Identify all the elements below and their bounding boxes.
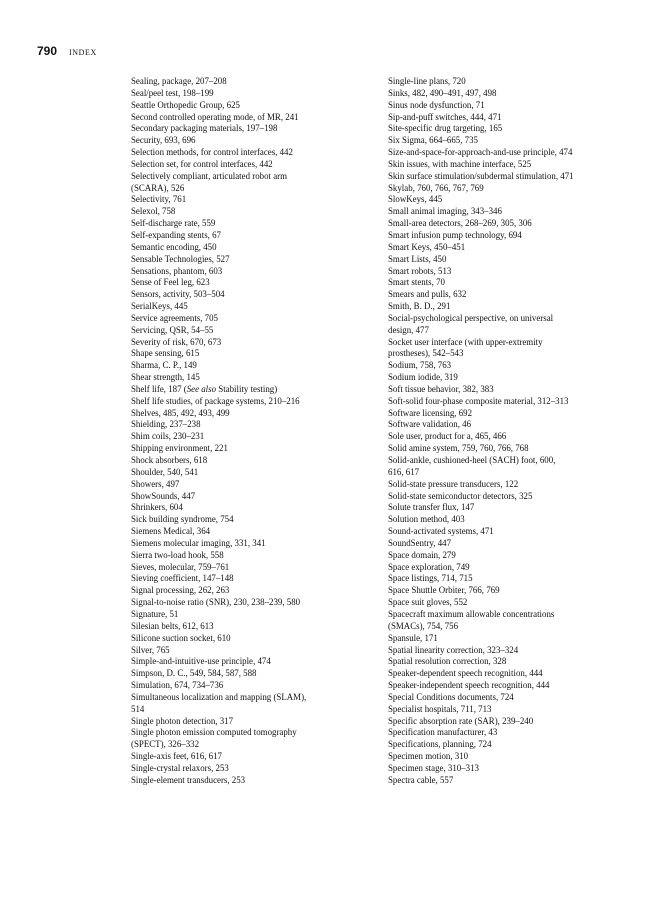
index-entry-text: Selectively compliant, articulated robot arm [131,170,287,181]
index-entry [131,348,379,360]
index-entry-text: Siemens molecular imaging, 331, 341 [131,537,266,548]
index-entry-text: Smart Lists, 450 [388,253,447,264]
index-entry [131,88,379,100]
index-entry [131,668,379,680]
index-entry-text: Single-axis feet, 616, 617 [131,751,222,762]
index-entry [131,360,379,372]
index-entry [388,183,640,195]
index-entry-text: Shelf life studies, of package systems, 210–216 [131,395,300,406]
index-entry [131,396,379,408]
index-entry [388,360,640,372]
index-entry-text: Spatial linearity correction, 323–324 [388,644,519,655]
index-entry [131,266,379,278]
index-entry-text: Showers, 497 [131,478,180,489]
index-entry [131,123,379,135]
running-head: INDEX [69,48,97,57]
index-entry [388,609,640,633]
page-header [37,44,97,58]
index-entry-text: Solid amine system, 759, 760, 766, 768 [388,443,529,454]
index-entry-text: Sensations, phantom, 603 [131,265,223,276]
index-entry [131,716,379,728]
index-entry [388,704,640,716]
index-entry-text: Size-and-space-for-approach-and-use principle, 474 [388,147,573,158]
index-entry [388,277,640,289]
index-entry-text: Selection methods, for control interfaces, 442 [131,147,293,158]
index-entry-text: Six Sigma, 664–665, 735 [388,135,478,146]
index-entry-text: Specific absorption rate (SAR), 239–240 [388,715,534,726]
index-entry [388,431,640,443]
index-entry-text: Smart Keys, 450–451 [388,241,466,252]
index-entry [131,147,379,159]
index-entry-text: Space Shuttle Orbiter, 766, 769 [388,585,500,596]
index-entry-text: Secondary packaging materials, 197–198 [131,123,278,134]
index-entry-cross-reference: Stability testing) [216,383,278,394]
index-entry [388,680,640,692]
index-entry [388,775,640,787]
index-entry-text: Space domain, 279 [388,549,456,560]
index-entry-text: Sense of Feel leg, 623 [131,277,210,288]
index-entry [388,526,640,538]
index-entry [388,206,640,218]
index-entry-text: Speaker-independent speech recognition, 444 [388,680,550,691]
index-entry [388,656,640,668]
index-entry [388,254,640,266]
index-entry [131,597,379,609]
index-entry [388,502,640,514]
index-entry-text: Specification manufacturer, 43 [388,727,498,738]
index-entry [131,76,379,88]
index-entry [131,325,379,337]
index-entry [131,538,379,550]
index-entry [388,408,640,420]
index-entry-text: Sodium iodide, 319 [388,372,458,383]
index-entry [388,88,640,100]
index-entry-text: Selection set, for control interfaces, 442 [131,158,273,169]
page-number: 790 [37,44,58,58]
index-entry-text: ShowSounds, 447 [131,490,196,501]
index-entry [131,206,379,218]
index-entry-continuation: (SCARA), 526 [131,182,185,193]
index-entry-continuation: 616, 617 [388,466,420,477]
index-entry-text: Siemens Medical, 364 [131,526,211,537]
index-entry-text: Sole user, product for a, 465, 466 [388,431,507,442]
index-entry [388,337,640,361]
index-entry-text: Signature, 51 [131,608,179,619]
index-entry [388,159,640,171]
index-entry [131,218,379,230]
index-entry [131,242,379,254]
index-entry-text: Smith, B. D., 291 [388,301,451,312]
index-entry [388,491,640,503]
index-entry-text: Sensable Technologies, 527 [131,253,230,264]
index-entry-text: Sinks, 482, 490–491, 497, 498 [388,87,497,98]
index-entry-text: Shear strength, 145 [131,372,200,383]
index-entry-text: Sound-activated systems, 471 [388,526,494,537]
index-entry [131,467,379,479]
index-entry-text: Simple-and-intuitive-use principle, 474 [131,656,271,667]
index-entry-text: Small-area detectors, 268–269, 305, 306 [388,218,532,229]
index-entry [388,123,640,135]
index-entry [388,112,640,124]
index-entry [388,727,640,739]
index-entry-text: Spatial resolution correction, 328 [388,656,507,667]
index-entry-text: Shrinkers, 604 [131,502,183,513]
index-entry [131,609,379,621]
index-entry [131,254,379,266]
index-entry-text: Social-psychological perspective, on universal [388,312,554,323]
index-entry [131,301,379,313]
index-entry [388,550,640,562]
index-entry-text: SoundSentry, 447 [388,537,452,548]
index-entry [131,751,379,763]
index-entry-text: Service agreements, 705 [131,312,218,323]
index-entry-text: Simultaneous localization and mapping (SLAM), [131,691,307,702]
index-entry [131,171,379,195]
index-entry [388,597,640,609]
index-entry [131,656,379,668]
index-entry-continuation: (SPECT), 326–332 [131,739,200,750]
index-entry-text: Solid-state semiconductor detectors, 325 [388,490,533,501]
index-column-right [388,76,640,787]
index-entry [131,194,379,206]
index-entry [388,266,640,278]
index-entry-text: Space suit gloves, 552 [388,597,468,608]
index-entry [131,372,379,384]
index-entry [131,645,379,657]
index-entry-see-also: See also [186,383,217,394]
index-entry [388,372,640,384]
index-entry-text: Shock absorbers, 618 [131,455,208,465]
index-entry-text: Skylab, 760, 766, 767, 769 [388,182,484,193]
index-entry [388,455,640,479]
index-entry-text: Solution method, 403 [388,514,465,525]
index-entry [388,194,640,206]
index-entry-text: Sieves, molecular, 759–761 [131,561,230,572]
index-entry [131,621,379,633]
index-entry-text: Selexol, 758 [131,206,176,217]
index-entry-text: Sieving coefficient, 147–148 [131,573,234,584]
index-entry-text: Space exploration, 749 [388,561,470,572]
index-entry [131,727,379,751]
index-entry-text: Sodium, 758, 763 [388,360,452,371]
index-entry-text: Sensors, activity, 503–504 [131,289,225,300]
index-entry [131,289,379,301]
index-entry-text: Specialist hospitals, 711, 713 [388,703,492,714]
index-entry-text: Self-discharge rate, 559 [131,218,216,229]
index-entry-text: Signal-to-noise ratio (SNR), 230, 238–239, 580 [131,597,301,608]
index-entry [388,135,640,147]
index-entry [131,230,379,242]
index-entry [131,135,379,147]
index-entry-text: Seattle Orthopedic Group, 625 [131,99,240,110]
index-entry [131,112,379,124]
index-column-left [131,76,379,787]
index-entry-text: Solid-state pressure transducers, 122 [388,478,519,489]
index-entry-text: Single photon detection, 317 [131,715,234,726]
index-entry [131,337,379,349]
index-entry [388,479,640,491]
index-entry-text: Soft-solid four-phase composite material, 312–313 [388,395,569,406]
index-entry-continuation: 514 [131,703,145,714]
index-entry [131,313,379,325]
index-entry [388,218,640,230]
index-entry-text: Shoulder, 540, 541 [131,466,199,477]
index-entry-text: Smart stents, 70 [388,277,445,288]
index-entry [131,491,379,503]
index-entry [131,562,379,574]
index-entry-text: Sip-and-puff switches, 444, 471 [388,111,502,122]
index-entry [388,419,640,431]
index-entry-text: Single-element transducers, 253 [131,774,246,785]
index-entry-text: Seal/peel test, 198–199 [131,87,214,98]
index-entry-text: Shape sensing, 615 [131,348,200,359]
index-entry [388,171,640,183]
index-entry-text: Socket user interface (with upper-extremity [388,336,543,347]
index-entry-text: Shelf life, 187 ( [131,383,187,394]
index-entry [131,100,379,112]
index-entry-text: Solute transfer flux, 147 [388,502,475,513]
index-entry [388,585,640,597]
index-entry [388,573,640,585]
index-entry-text: Software licensing, 692 [388,407,473,418]
index-entry-text: Solid-ankle, cushioned-heel (SACH) foot, 600, [388,455,556,465]
index-entry [388,301,640,313]
index-entry-text: Sharma, C. P., 149 [131,360,197,371]
index-entry [388,384,640,396]
index-entry [388,230,640,242]
index-entry-text: Single-line plans, 720 [388,76,466,86]
index-entry-text: Software validation, 46 [388,419,472,430]
index-entry [388,100,640,112]
index-entry [131,514,379,526]
index-entry [131,692,379,716]
index-entry [131,455,379,467]
index-entry-text: Single photon emission computed tomography [131,727,297,738]
index-entry-text: Spansule, 171 [388,632,438,643]
index-entry-text: Shipping environment, 221 [131,443,228,454]
index-entry [131,502,379,514]
index-entry-text: Sealing, package, 207–208 [131,76,227,86]
index-entry-text: Sierra two-load hook, 558 [131,549,224,560]
index-entry [388,692,640,704]
index-entry-text: Servicing, QSR, 54–55 [131,324,214,335]
index-entry-text: Selectivity, 761 [131,194,187,205]
index-entry [131,763,379,775]
index-entry [388,396,640,408]
index-entry-text: Special Conditions documents, 724 [388,691,514,702]
index-entry-text: Shelves, 485, 492, 493, 499 [131,407,230,418]
index-entry [131,775,379,787]
index-entry-text: Soft tissue behavior, 382, 383 [388,383,494,394]
index-entry [388,147,640,159]
index-entry [388,763,640,775]
index-entry-text: Smart robots, 513 [388,265,452,276]
index-entry [131,526,379,538]
index-entry [388,751,640,763]
index-entry [388,633,640,645]
index-entry [388,289,640,301]
index-entry-text: Signal processing, 262, 263 [131,585,230,596]
index-entry-text: Simpson, D. C., 549, 584, 587, 588 [131,668,257,679]
index-entry-continuation: prostheses), 542–543 [388,348,464,359]
index-entry-text: Semantic encoding, 450 [131,241,217,252]
index-entry [388,76,640,88]
index-entry [131,419,379,431]
index-entry-text: Smears and pulls, 632 [388,289,467,300]
index-entry [131,159,379,171]
index-entry-text: Sinus node dysfunction, 71 [388,99,485,110]
index-entry-text: Severity of risk, 670, 673 [131,336,222,347]
index-entry [388,443,640,455]
index-entry-text: Shim coils, 230–231 [131,431,205,442]
index-entry [131,277,379,289]
index-entry [388,562,640,574]
index-entry [388,538,640,550]
index-entry-text: Specimen stage, 310–313 [388,762,479,773]
index-entry-text: Silver, 765 [131,644,170,655]
index-entry-text: Space listings, 714, 715 [388,573,473,584]
index-entry-text: Specimen motion, 310 [388,751,469,762]
index-entry [388,739,640,751]
index-entry [131,479,379,491]
index-entry-text: Site-specific drug targeting, 165 [388,123,503,134]
index-entry-text: Skin issues, with machine interface, 525 [388,158,532,169]
index-entry-text: Silicone suction socket, 610 [131,632,231,643]
index-entry-text: Shielding, 237–238 [131,419,201,430]
index-entry-text: Second controlled operating mode, of MR, 241 [131,111,299,122]
index-entry [131,573,379,585]
index-entry [131,408,379,420]
index-entry [131,431,379,443]
index-entry-text: Sick building syndrome, 754 [131,514,234,525]
index-entry [131,680,379,692]
index-entry-continuation: design, 477 [388,324,429,335]
index-entry-text: Spectra cable, 557 [388,774,454,785]
index-entry-text: Specifications, planning, 724 [388,739,492,750]
index-entry [131,443,379,455]
index-entry [388,716,640,728]
index-entry [131,550,379,562]
index-entry [388,313,640,337]
index-entry-text: Silesian belts, 612, 613 [131,620,214,631]
index-entry [131,585,379,597]
index-entry-text: Single-crystal relaxors, 253 [131,762,229,773]
index-entry [131,633,379,645]
index-entry-text: Small animal imaging, 343–346 [388,206,502,217]
index-entry [131,384,379,396]
index-entry [388,242,640,254]
index-entry-text: Spacecraft maximum allowable concentrations [388,608,555,619]
index-entry-text: Simulation, 674, 734–736 [131,680,224,691]
index-entry-text: SerialKeys, 445 [131,301,188,312]
index-entry-continuation: (SMACs), 754, 756 [388,620,459,631]
index-entry-text: Self-expanding stents, 67 [131,229,221,240]
index-entry-text: Skin surface stimulation/subdermal stimulation, 471 [388,170,574,181]
index-entry [388,514,640,526]
index-entry [388,668,640,680]
index-entry-text: Speaker-dependent speech recognition, 444 [388,668,543,679]
index-entry-text: Smart infusion pump technology, 694 [388,229,522,240]
index-entry-text: SlowKeys, 445 [388,194,443,205]
index-entry-text: Security, 693, 696 [131,135,196,146]
index-entry [388,645,640,657]
